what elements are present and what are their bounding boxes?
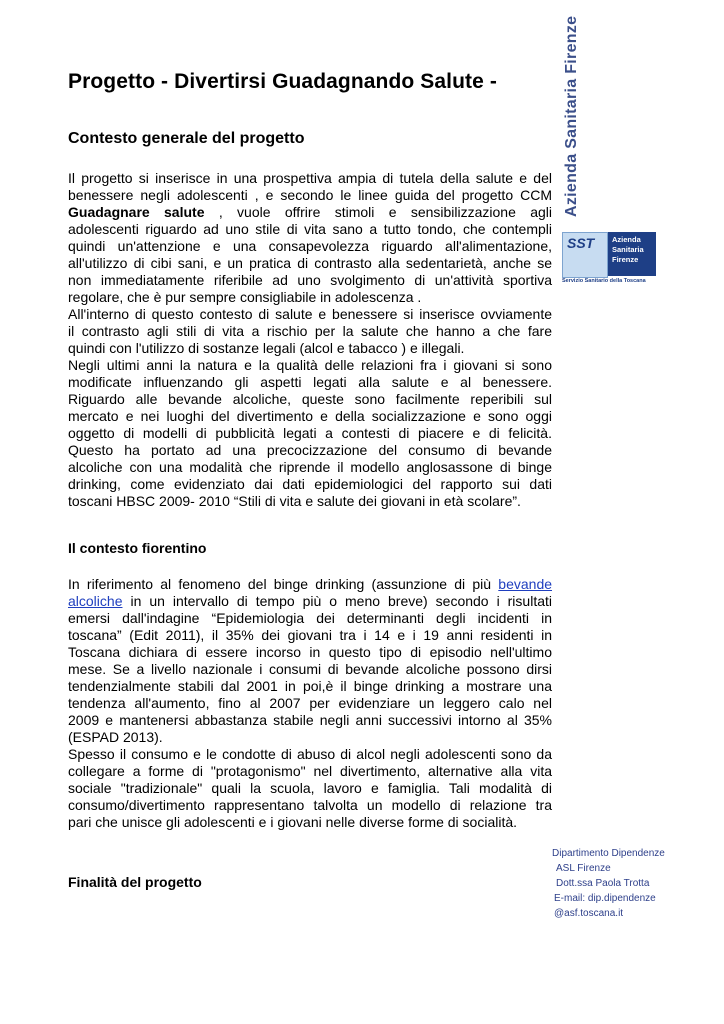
text-line: Il progetto si inserisce in una prospettiva ampia di tutela della salute e del [68, 170, 552, 186]
text-line: il contrasto agli stili di vita a rischio per la salute che hanno a che fare [68, 323, 552, 339]
text-line [68, 593, 552, 610]
text-line: tendenza all'aumento, fino al 2007 per evidenziare un leggero calo nel [68, 695, 552, 711]
paragraph-contesto [68, 170, 552, 510]
text-line: regolare, che è pur sempre consigliabile in adolescenza . [68, 289, 422, 305]
text-line: mercato e nei luoghi del divertimento e della socializzazione e sono oggi [68, 408, 552, 424]
text-fragment: in un intervallo di tempo più o meno breve) secondo i risultati [122, 593, 552, 609]
text-line: benessere negli adolescenti , e secondo le linee guida del progetto CCM [68, 187, 552, 203]
text-line: pari che unisce gli adolescenti e i giovani nelle diverse forme di socialità. [68, 814, 518, 830]
logo-name-box [608, 232, 656, 276]
contact-line: @asf.toscana.it [554, 908, 624, 919]
text-line: adolescenti riguardo ad uno stile di vita sano a tutto tondo, che contempli [68, 221, 552, 237]
contact-block [552, 846, 665, 921]
text-line: Spesso il consumo e le condotte di abuso di alcol negli adolescenti sono da [68, 746, 552, 762]
text-line: All'interno di questo contesto di salute e benessere si inserisce ovviamente [68, 306, 552, 322]
text-line: toscana” (Edit 2011), il 35% dei giovani tra i 14 e i 19 anni residenti in [68, 627, 552, 643]
text-line: all'utilizzo di cibi sani, e un pratica di contrasto alla sedentarietà, anche se [68, 255, 552, 271]
text-line: quindi con l'utilizzo di sostanze legali (alcol e tabacco ) e illegali. [68, 340, 465, 356]
paragraph-fiorentino [68, 576, 552, 831]
sst-letters: SST [567, 235, 595, 251]
text-line: toscani HBSC 2009- 2010 “Stili di vita e salute dei giovani in età scolare”. [68, 493, 521, 509]
logo-line: Sanitaria [612, 245, 644, 254]
text-line: drinking, come evidenziato dai dati epidemiologici del rapporto sui dati [68, 476, 552, 492]
section-heading-fiorentino: Il contesto fiorentino [68, 540, 207, 556]
text-line: 2009 e mantenersi abbastanza stabile negli anni successivi intorno al 35% [68, 712, 552, 728]
text-fragment: , vuole offrire stimoli e sensibilizzazione agli [204, 204, 552, 220]
text-line: oggetto di modelli di pubblicità legati a contesti di piacere e di felicità. [68, 425, 552, 441]
text-line: non immediatamente riferibile ad uno svolgimento di un'attività sportiva [68, 272, 552, 288]
text-line [68, 576, 552, 593]
sst-logo [562, 232, 658, 284]
logo-tagline: Servizio Sanitario della Toscana [562, 278, 646, 284]
text-line: Questo ha portato ad una precocizzazione del consumo di bevande [68, 442, 552, 458]
section-heading-finalita: Finalità del progetto [68, 874, 202, 890]
text-fragment: In riferimento al fenomeno del binge drinking (assunzione di più [68, 576, 492, 592]
text-line [68, 204, 552, 221]
contact-line: Dipartimento Dipendenze [552, 848, 665, 859]
text-line: Riguardo alle bevande alcoliche, queste sono facilmente reperibili sul [68, 391, 552, 407]
text-line: Negli ultimi anni la natura e la qualità delle relazioni fra i giovani si sono [68, 357, 552, 373]
link-alcoliche[interactable]: alcoliche [68, 593, 123, 609]
bold-phrase: Guadagnare salute [68, 204, 205, 220]
contact-line: ASL Firenze [556, 863, 611, 874]
text-line: modificate influenzando gli aspetti legati alla salute e al benessere. [68, 374, 552, 390]
text-line: tendenzialmente stabili dal 2001 in poi,è il binge drinking a mostrare una [68, 678, 552, 694]
text-line: alcoliche con una modalità che riprende il modello anglosassone di binge [68, 459, 552, 475]
page-title: Progetto - Divertirsi Guadagnando Salute - [68, 70, 497, 93]
text-line: sociale "tradizionale" quali la scuola, lavoro e famiglia. Tali modalità di [68, 780, 552, 796]
text-line: collegare a forme di "protagonismo" nel divertimento, alternative alla vita [68, 763, 552, 779]
text-line: mese. Se a livello nazionale i consumi di bevande alcoliche possono dirsi [68, 661, 552, 677]
logo-line: Firenze [612, 255, 639, 264]
sst-emblem-icon [562, 232, 608, 278]
text-line: quindi un'attenzione e una consapevolezza riguardo all'alimentazione, [68, 238, 552, 254]
text-line: Toscana dichiara di essere incorso in questo tipo di episodio nell'ultimo [68, 644, 552, 660]
vertical-brand-logo [562, 15, 588, 218]
text-line: consumo/divertimento rappresentano talvolta un modello di relazione tra [68, 797, 552, 813]
vertical-brand-text: Azienda Sanitaria Firenze [563, 15, 580, 217]
text-line: (ESPAD 2013). [68, 729, 163, 745]
link-bevande[interactable]: bevande [498, 576, 553, 592]
logo-line: Azienda [612, 235, 641, 244]
contact-line: Dott.ssa Paola Trotta [556, 878, 650, 889]
text-line: emersi dall'indagine “Epidemiologia dei determinanti degli incidenti in [68, 610, 552, 626]
section-heading-contesto: Contesto generale del progetto [68, 130, 305, 147]
contact-line: E-mail: dip.dipendenze [554, 893, 656, 904]
